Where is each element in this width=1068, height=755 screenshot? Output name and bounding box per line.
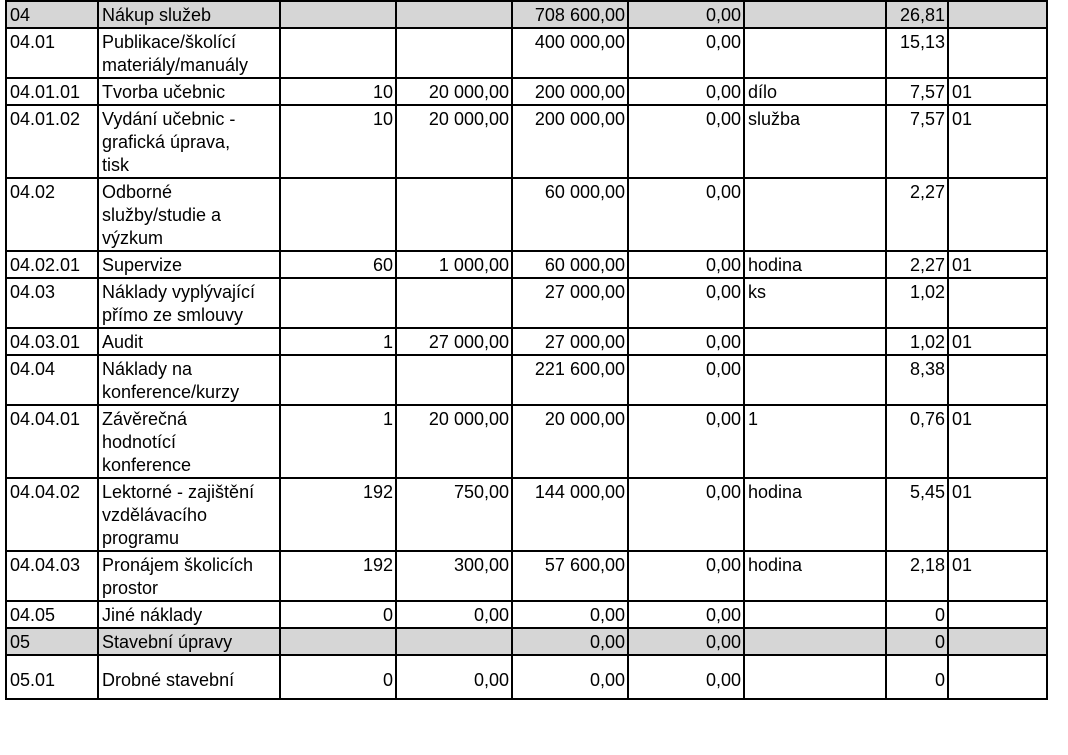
percent-share: 1,02: [909, 282, 945, 302]
source-code-cell: [948, 355, 1047, 405]
item-name: Pronájem školicích prostor: [102, 555, 254, 598]
quantity-cell: [280, 628, 396, 655]
source-code-cell: [948, 251, 1047, 278]
quantity-cell: [280, 178, 396, 251]
vat-amount: 0,00: [705, 5, 741, 25]
measure-unit-cell: [744, 328, 886, 355]
source-code-cell: [948, 105, 1047, 178]
item-name-cell: [98, 28, 280, 78]
percent-share-cell: [886, 478, 948, 551]
unit-price-cell: [396, 355, 512, 405]
vat-amount-cell: [628, 328, 744, 355]
quantity: 10: [372, 82, 393, 102]
item-code: 04.04.01: [10, 409, 81, 429]
measure-unit: služba: [748, 109, 801, 129]
percent-share-cell: [886, 655, 948, 699]
unit-price-cell: [396, 278, 512, 328]
source-code: 01: [952, 482, 973, 502]
unit-price-cell: [396, 78, 512, 105]
measure-unit-cell: [744, 405, 886, 478]
quantity: 10: [372, 109, 393, 129]
measure-unit-cell: [744, 655, 886, 699]
vat-amount: 0,00: [705, 109, 741, 129]
vat-amount: 0,00: [705, 182, 741, 202]
unit-price-cell: [396, 28, 512, 78]
unit-price: 20 000,00: [428, 109, 509, 129]
item-name-cell: [98, 328, 280, 355]
percent-share-cell: [886, 601, 948, 628]
quantity-cell: [280, 278, 396, 328]
table-row: [6, 655, 1047, 699]
percent-share: 26,81: [899, 5, 945, 25]
quantity-cell: [280, 355, 396, 405]
vat-amount: 0,00: [705, 670, 741, 690]
item-name-cell: [98, 355, 280, 405]
item-name: Supervize: [102, 255, 183, 275]
unit-price-cell: [396, 405, 512, 478]
table-row: [6, 628, 1047, 655]
measure-unit: hodina: [748, 255, 803, 275]
item-code: 04.03.01: [10, 332, 81, 352]
item-name-cell: [98, 628, 280, 655]
measure-unit-cell: [744, 251, 886, 278]
unit-price-cell: [396, 655, 512, 699]
item-code-cell: [6, 655, 98, 699]
total-amount: 221 600,00: [534, 359, 625, 379]
total-amount-cell: [512, 28, 628, 78]
percent-share: 8,38: [909, 359, 945, 379]
percent-share: 15,13: [899, 32, 945, 52]
total-amount-cell: [512, 551, 628, 601]
percent-share: 2,27: [909, 182, 945, 202]
table-row: [6, 551, 1047, 601]
unit-price: 0,00: [473, 670, 509, 690]
quantity: 0: [382, 670, 393, 690]
item-code-cell: [6, 478, 98, 551]
total-amount: 0,00: [589, 605, 625, 625]
total-amount-cell: [512, 278, 628, 328]
percent-share: 0: [934, 670, 945, 690]
percent-share: 0,76: [909, 409, 945, 429]
item-code-cell: [6, 405, 98, 478]
unit-price: 1 000,00: [438, 255, 509, 275]
item-name-cell: [98, 78, 280, 105]
item-name: Lektorné - zajištění vzdělávacího programu: [102, 482, 255, 548]
total-amount-cell: [512, 1, 628, 28]
item-code-cell: [6, 251, 98, 278]
item-code: 04.02: [10, 182, 56, 202]
vat-amount-cell: [628, 628, 744, 655]
total-amount-cell: [512, 405, 628, 478]
measure-unit: hodina: [748, 482, 803, 502]
source-code-cell: [948, 405, 1047, 478]
vat-amount-cell: [628, 28, 744, 78]
percent-share-cell: [886, 551, 948, 601]
source-code: 01: [952, 82, 973, 102]
item-code: 04.01.02: [10, 109, 81, 129]
total-amount: 0,00: [589, 670, 625, 690]
quantity-cell: [280, 1, 396, 28]
percent-share: 0: [934, 632, 945, 652]
vat-amount-cell: [628, 105, 744, 178]
vat-amount: 0,00: [705, 359, 741, 379]
percent-share-cell: [886, 251, 948, 278]
source-code: 01: [952, 255, 973, 275]
percent-share: 5,45: [909, 482, 945, 502]
quantity-cell: [280, 105, 396, 178]
item-code: 04: [10, 5, 31, 25]
total-amount: 400 000,00: [534, 32, 625, 52]
total-amount-cell: [512, 78, 628, 105]
item-name-cell: [98, 251, 280, 278]
source-code-cell: [948, 551, 1047, 601]
item-name-cell: [98, 655, 280, 699]
item-name: Tvorba učebnic: [102, 82, 226, 102]
quantity-cell: [280, 551, 396, 601]
total-amount-cell: [512, 105, 628, 178]
total-amount: 200 000,00: [534, 109, 625, 129]
source-code-cell: [948, 601, 1047, 628]
source-code-cell: [948, 1, 1047, 28]
item-name-cell: [98, 105, 280, 178]
item-name: Audit: [102, 332, 144, 352]
total-amount: 708 600,00: [534, 5, 625, 25]
source-code-cell: [948, 78, 1047, 105]
item-code: 05: [10, 632, 31, 652]
table-row: [6, 251, 1047, 278]
item-code-cell: [6, 628, 98, 655]
item-name: Jiné náklady: [102, 605, 203, 625]
vat-amount-cell: [628, 551, 744, 601]
measure-unit-cell: [744, 551, 886, 601]
measure-unit-cell: [744, 78, 886, 105]
item-name-cell: [98, 1, 280, 28]
item-name: Stavební úpravy: [102, 632, 233, 652]
vat-amount-cell: [628, 405, 744, 478]
measure-unit-cell: [744, 178, 886, 251]
item-code-cell: [6, 1, 98, 28]
vat-amount-cell: [628, 655, 744, 699]
total-amount-cell: [512, 655, 628, 699]
quantity: 1: [382, 332, 393, 352]
table-row: [6, 601, 1047, 628]
percent-share-cell: [886, 28, 948, 78]
total-amount: 144 000,00: [534, 482, 625, 502]
table-row: [6, 1, 1047, 28]
quantity-cell: [280, 405, 396, 478]
unit-price-cell: [396, 551, 512, 601]
vat-amount: 0,00: [705, 605, 741, 625]
unit-price-cell: [396, 105, 512, 178]
unit-price-cell: [396, 251, 512, 278]
total-amount: 20 000,00: [544, 409, 625, 429]
item-name-cell: [98, 405, 280, 478]
item-name-cell: [98, 551, 280, 601]
measure-unit: hodina: [748, 555, 803, 575]
vat-amount: 0,00: [705, 32, 741, 52]
item-code-cell: [6, 355, 98, 405]
measure-unit-cell: [744, 28, 886, 78]
item-code-cell: [6, 601, 98, 628]
item-name: Drobné stavební: [102, 670, 235, 690]
measure-unit-cell: [744, 278, 886, 328]
quantity-cell: [280, 328, 396, 355]
item-name: Závěrečná hodnotící konference: [102, 409, 192, 475]
item-code-cell: [6, 278, 98, 328]
item-name-cell: [98, 478, 280, 551]
source-code: 01: [952, 109, 973, 129]
quantity-cell: [280, 78, 396, 105]
source-code-cell: [948, 178, 1047, 251]
measure-unit: dílo: [748, 82, 778, 102]
unit-price: 20 000,00: [428, 82, 509, 102]
total-amount-cell: [512, 251, 628, 278]
percent-share-cell: [886, 405, 948, 478]
total-amount-cell: [512, 601, 628, 628]
measure-unit-cell: [744, 1, 886, 28]
item-code: 04.05: [10, 605, 56, 625]
vat-amount-cell: [628, 1, 744, 28]
percent-share-cell: [886, 78, 948, 105]
measure-unit-cell: [744, 601, 886, 628]
vat-amount: 0,00: [705, 555, 741, 575]
vat-amount-cell: [628, 278, 744, 328]
source-code-cell: [948, 28, 1047, 78]
unit-price: 0,00: [473, 605, 509, 625]
percent-share-cell: [886, 328, 948, 355]
measure-unit-cell: [744, 355, 886, 405]
table-row: [6, 355, 1047, 405]
percent-share-cell: [886, 178, 948, 251]
table-row: [6, 328, 1047, 355]
measure-unit-cell: [744, 478, 886, 551]
vat-amount: 0,00: [705, 282, 741, 302]
item-code: 04.03: [10, 282, 56, 302]
vat-amount-cell: [628, 601, 744, 628]
percent-share-cell: [886, 1, 948, 28]
item-name: Vydání učebnic - grafická úprava, tisk: [102, 109, 236, 175]
vat-amount-cell: [628, 78, 744, 105]
vat-amount: 0,00: [705, 82, 741, 102]
total-amount-cell: [512, 178, 628, 251]
item-name: Nákup služeb: [102, 5, 212, 25]
quantity: 1: [382, 409, 393, 429]
unit-price: 27 000,00: [428, 332, 509, 352]
vat-amount: 0,00: [705, 409, 741, 429]
measure-unit-cell: [744, 105, 886, 178]
total-amount-cell: [512, 328, 628, 355]
quantity-cell: [280, 655, 396, 699]
item-code: 04.04.02: [10, 482, 81, 502]
total-amount: 27 000,00: [544, 332, 625, 352]
item-code: 04.01.01: [10, 82, 81, 102]
source-code-cell: [948, 478, 1047, 551]
unit-price-cell: [396, 628, 512, 655]
quantity-cell: [280, 601, 396, 628]
unit-price: 20 000,00: [428, 409, 509, 429]
item-code: 04.04.03: [10, 555, 81, 575]
total-amount-cell: [512, 628, 628, 655]
item-code: 04.02.01: [10, 255, 81, 275]
percent-share-cell: [886, 355, 948, 405]
quantity: 60: [372, 255, 393, 275]
source-code: 01: [952, 555, 973, 575]
unit-price-cell: [396, 1, 512, 28]
percent-share: 1,02: [909, 332, 945, 352]
item-code-cell: [6, 28, 98, 78]
percent-share: 0: [934, 605, 945, 625]
item-name: Odborné služby/studie a výzkum: [102, 182, 222, 248]
measure-unit: 1: [748, 409, 759, 429]
vat-amount-cell: [628, 178, 744, 251]
percent-share: 7,57: [909, 82, 945, 102]
table-row: [6, 278, 1047, 328]
unit-price-cell: [396, 478, 512, 551]
budget-table: [5, 0, 1048, 700]
percent-share-cell: [886, 628, 948, 655]
total-amount: 27 000,00: [544, 282, 625, 302]
unit-price-cell: [396, 601, 512, 628]
unit-price: 300,00: [453, 555, 509, 575]
item-code-cell: [6, 178, 98, 251]
total-amount-cell: [512, 478, 628, 551]
table-row: [6, 78, 1047, 105]
total-amount: 60 000,00: [544, 255, 625, 275]
vat-amount: 0,00: [705, 255, 741, 275]
item-code-cell: [6, 551, 98, 601]
quantity: 192: [362, 555, 393, 575]
table-row: [6, 405, 1047, 478]
quantity-cell: [280, 478, 396, 551]
quantity: 192: [362, 482, 393, 502]
item-code: 05.01: [10, 670, 56, 690]
item-code-cell: [6, 105, 98, 178]
total-amount-cell: [512, 355, 628, 405]
percent-share: 2,18: [909, 555, 945, 575]
vat-amount-cell: [628, 355, 744, 405]
vat-amount-cell: [628, 251, 744, 278]
budget-rows: [6, 1, 1047, 699]
total-amount: 200 000,00: [534, 82, 625, 102]
quantity-cell: [280, 251, 396, 278]
item-name-cell: [98, 601, 280, 628]
quantity: 0: [382, 605, 393, 625]
table-row: [6, 28, 1047, 78]
source-code-cell: [948, 655, 1047, 699]
source-code-cell: [948, 628, 1047, 655]
total-amount: 60 000,00: [544, 182, 625, 202]
item-name-cell: [98, 178, 280, 251]
percent-share: 7,57: [909, 109, 945, 129]
vat-amount: 0,00: [705, 332, 741, 352]
item-code-cell: [6, 78, 98, 105]
item-name: Náklady na konference/kurzy: [102, 359, 240, 402]
vat-amount: 0,00: [705, 482, 741, 502]
source-code: 01: [952, 332, 973, 352]
total-amount: 0,00: [589, 632, 625, 652]
source-code: 01: [952, 409, 973, 429]
unit-price-cell: [396, 178, 512, 251]
measure-unit-cell: [744, 628, 886, 655]
vat-amount: 0,00: [705, 632, 741, 652]
source-code-cell: [948, 328, 1047, 355]
item-code: 04.01: [10, 32, 56, 52]
quantity-cell: [280, 28, 396, 78]
source-code-cell: [948, 278, 1047, 328]
item-name: Náklady vyplývající přímo ze smlouvy: [102, 282, 256, 325]
table-row: [6, 178, 1047, 251]
vat-amount-cell: [628, 478, 744, 551]
table-row: [6, 105, 1047, 178]
total-amount: 57 600,00: [544, 555, 625, 575]
percent-share-cell: [886, 278, 948, 328]
item-name: Publikace/školící materiály/manuály: [102, 32, 249, 75]
measure-unit: ks: [748, 282, 766, 302]
unit-price: 750,00: [453, 482, 509, 502]
item-code-cell: [6, 328, 98, 355]
percent-share: 2,27: [909, 255, 945, 275]
item-name-cell: [98, 278, 280, 328]
percent-share-cell: [886, 105, 948, 178]
table-row: [6, 478, 1047, 551]
item-code: 04.04: [10, 359, 56, 379]
unit-price-cell: [396, 328, 512, 355]
